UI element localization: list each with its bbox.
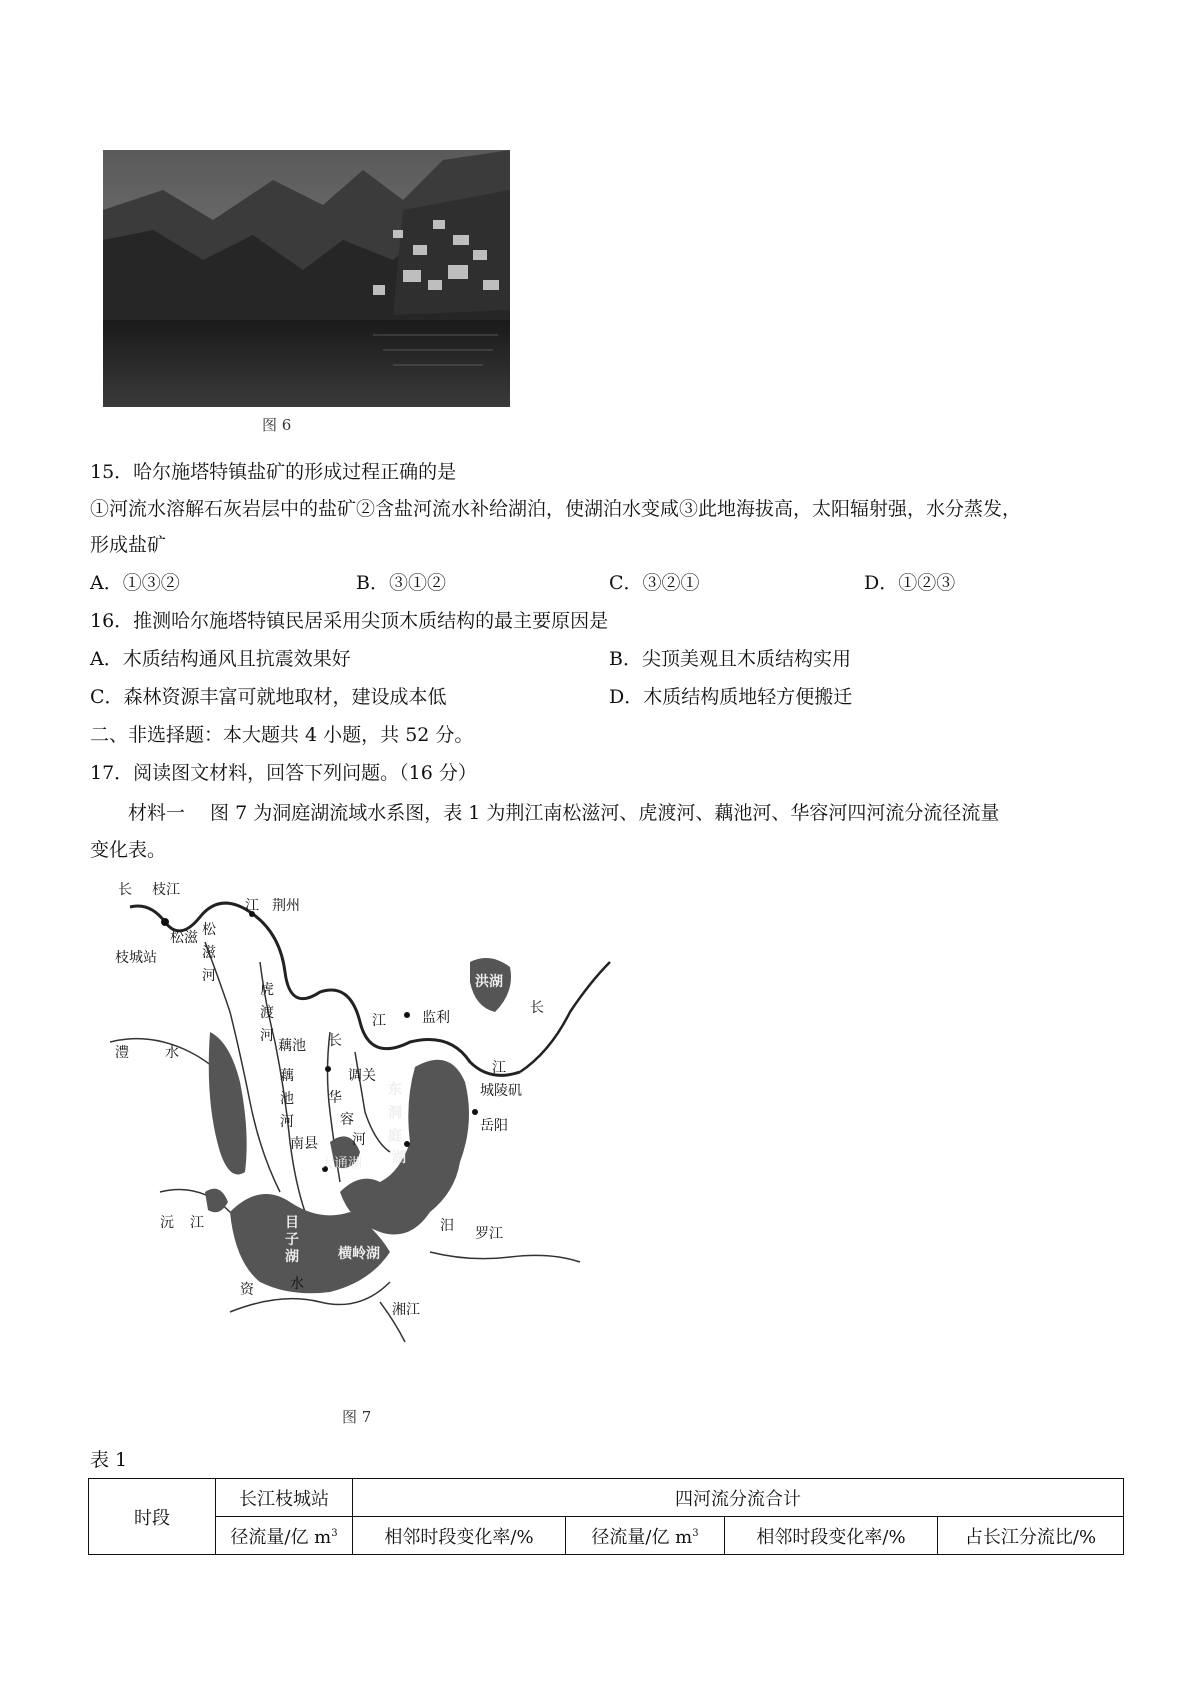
- map-label: 长: [530, 1000, 544, 1016]
- map-label: 大通湖: [320, 1156, 362, 1172]
- map-label: 东: [388, 1082, 402, 1098]
- map-label: 岳阳: [480, 1118, 508, 1134]
- question-16-stem: 16．推测哈尔施塔特镇民居采用尖顶木质结构的最主要原因是: [90, 610, 609, 632]
- map-label: 监利: [422, 1010, 450, 1026]
- map-label: 藕池: [278, 1038, 306, 1054]
- map-label: 南县: [290, 1136, 318, 1152]
- table-header-runoff-station: 径流量/亿 $m^3$: [216, 1517, 353, 1555]
- question-15-option-b: B．③①②: [356, 572, 446, 594]
- map-label: 江: [492, 1060, 506, 1076]
- question-15-statements-cont: 形成盐矿: [90, 534, 167, 556]
- table-header-rate-1: 相邻时段变化率/%: [353, 1517, 566, 1555]
- map-label: 枝城站: [115, 950, 157, 966]
- map-label: 资: [240, 1282, 254, 1298]
- question-15-statements: ①河流水溶解石灰岩层中的盐矿②含盐河流水补给湖泊，使湖泊水变咸③此地海拔高，太阳辐射强，水分蒸发，: [90, 498, 1022, 520]
- question-16-option-a: A．木质结构通风且抗震效果好: [90, 648, 351, 670]
- dongting-water-system-map: [110, 882, 615, 1352]
- map-label: 澧: [115, 1045, 129, 1061]
- map-label: 江: [245, 898, 259, 914]
- figure-6-photo: [103, 150, 510, 407]
- table-header-station: 长江枝城站: [216, 1479, 353, 1517]
- map-label: 河: [280, 1114, 294, 1130]
- map-label: 水: [290, 1276, 304, 1292]
- map-label: 滋: [202, 945, 216, 961]
- map-label: 洪湖: [475, 974, 503, 990]
- map-label: 容: [340, 1112, 354, 1128]
- section-heading: 二、非选择题：本大题共 4 小题，共 52 分。: [90, 724, 474, 746]
- map-label: 湘江: [392, 1302, 420, 1318]
- map-label: 长: [118, 882, 132, 898]
- map-label: 目: [285, 1215, 299, 1231]
- map-label: 江: [372, 1013, 386, 1029]
- question-17-stem: 17．阅读图文材料，回答下列问题。（16 分）: [90, 762, 477, 784]
- figure-6-caption: 图 6: [262, 416, 292, 434]
- map-label: 渡: [260, 1005, 274, 1021]
- table-header-rate-2: 相邻时段变化率/%: [725, 1517, 938, 1555]
- map-label: 洞: [388, 1105, 402, 1121]
- table-1-title: 表 1: [90, 1449, 128, 1471]
- map-label: 虎: [260, 982, 274, 998]
- figure-7-caption: 图 7: [342, 1408, 372, 1426]
- table-1: [88, 1478, 1124, 1555]
- table-header-runoff-total: 径流量/亿 $m^3$: [566, 1517, 725, 1555]
- lake-town-photo: [103, 150, 510, 407]
- map-label: 罗江: [475, 1226, 503, 1242]
- table-header-ratio: 占长江分流比/%: [938, 1517, 1124, 1555]
- map-label: 沅: [160, 1215, 174, 1231]
- map-label: 池: [280, 1091, 294, 1107]
- map-label: 水: [165, 1045, 179, 1061]
- map-label: 庭: [388, 1128, 402, 1144]
- map-label: 河: [352, 1132, 366, 1148]
- question-15-option-d: D．①②③: [864, 572, 956, 594]
- question-15-option-a: A．①③②: [90, 572, 180, 594]
- map-label: 江: [190, 1215, 204, 1231]
- question-17-material-cont: 变化表。: [90, 839, 167, 861]
- figure-7-map: [110, 882, 615, 1352]
- map-label: 湖: [392, 1150, 406, 1166]
- map-label: 松滋: [170, 930, 198, 946]
- table-header-period: 时段: [89, 1479, 216, 1555]
- map-label: 藕: [280, 1068, 294, 1084]
- question-16-option-c: C．森林资源丰富可就地取材，建设成本低: [90, 686, 447, 708]
- map-label: 城陵矶: [480, 1083, 522, 1099]
- map-label: 松: [202, 922, 216, 938]
- map-label: 横岭湖: [338, 1246, 380, 1262]
- map-label: 荆州: [272, 898, 300, 914]
- map-label: 枝江: [152, 882, 180, 898]
- map-label: 调关: [348, 1068, 376, 1084]
- map-label: 长: [328, 1033, 342, 1049]
- question-16-option-b: B．尖顶美观且木质结构实用: [609, 648, 851, 670]
- map-label: 河: [260, 1028, 274, 1044]
- map-label: 华: [328, 1090, 342, 1106]
- question-16-option-d: D．木质结构质地轻方便搬迁: [609, 686, 853, 708]
- question-15-stem: 15．哈尔施塔特镇盐矿的形成过程正确的是: [90, 461, 457, 483]
- map-label: 湖: [285, 1249, 299, 1265]
- map-label: 汨: [440, 1218, 454, 1234]
- table-header-total: 四河流分流合计: [353, 1479, 1124, 1517]
- question-15-option-c: C．③②①: [609, 572, 700, 594]
- question-17-material: 材料一 图 7 为洞庭湖流域水系图，表 1 为荆江南松滋河、虎渡河、藕池河、华容河四河流分流径流量: [128, 802, 1000, 824]
- map-label: 子: [285, 1232, 299, 1248]
- map-label: 河: [202, 968, 216, 984]
